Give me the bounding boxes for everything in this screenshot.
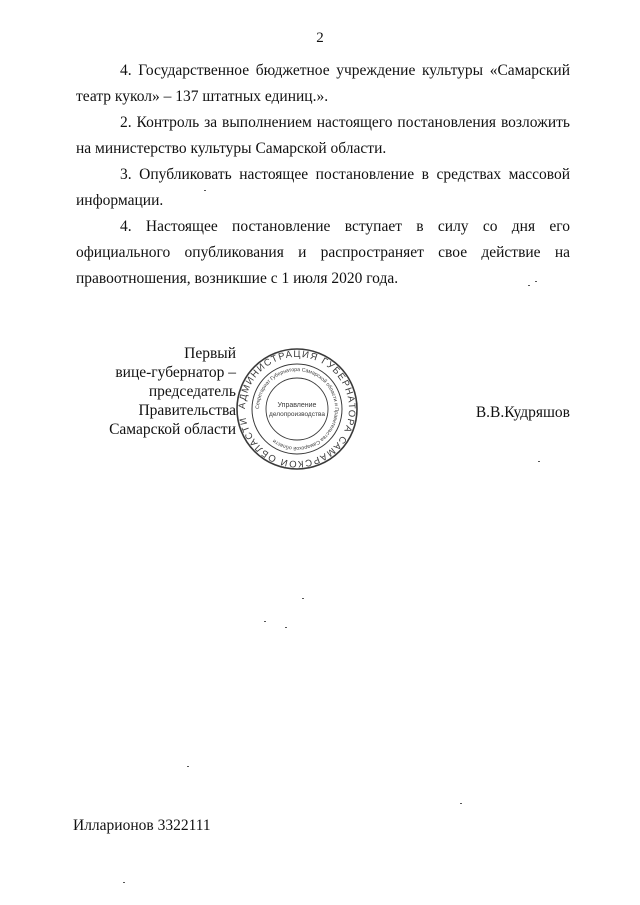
position-line: вице-губернатор – (115, 364, 236, 381)
scan-speck (187, 766, 189, 767)
paragraph-effective-date (76, 214, 570, 292)
scan-speck (204, 190, 206, 191)
svg-text:Секретариат Губернатора Самарс (255, 367, 339, 452)
signatory-name: В.В.Кудряшов (475, 404, 570, 421)
scan-speck (285, 627, 287, 628)
executor-info: Илларионов 3322111 (73, 817, 211, 834)
scan-speck (528, 285, 530, 286)
scan-speck (264, 621, 266, 622)
seal-inner-text: Секретариат Губернатора Самарской области и Правительства Самарской области (254, 366, 340, 452)
seal-outer-text: АДМИНИСТРАЦИЯ ГУБЕРНАТОРА САМАРСКОЙ ОБЛАСТИ (236, 348, 358, 470)
position-line: Первый (184, 345, 236, 362)
paragraph-item-4 (76, 58, 570, 110)
paragraph-publish (76, 162, 570, 214)
scan-speck (302, 598, 304, 599)
official-seal (235, 347, 359, 471)
signatory-position (60, 344, 236, 439)
scan-speck (538, 461, 540, 462)
paragraph-control (76, 110, 570, 162)
page-number: 2 (316, 30, 324, 46)
paragraph-text: 3. Опубликовать настоящее постановление в средствах массовой информации. (76, 166, 570, 209)
scan-speck (535, 281, 537, 282)
position-line: председатель Правительства (138, 383, 236, 419)
paragraph-text: 4. Настоящее постановление вступает в силу со дня его официального опубликования и распространяет свое действие на правоотношения, возникшие с 1 июля 2020 года. (76, 218, 570, 287)
scan-speck (460, 803, 462, 804)
scan-speck (123, 882, 125, 883)
paragraph-text: 2. Контроль за выполнением настоящего постановления возложить на министерство культуры Самарской области. (76, 114, 570, 157)
seal-center-line: Управление (277, 402, 317, 409)
position-line: Самарской области (109, 421, 236, 438)
seal-center-line: делопроизводства (269, 411, 325, 418)
paragraph-text: 4. Государственное бюджетное учреждение культуры «Самарский театр кукол» – 137 штатных единиц.». (76, 62, 570, 105)
